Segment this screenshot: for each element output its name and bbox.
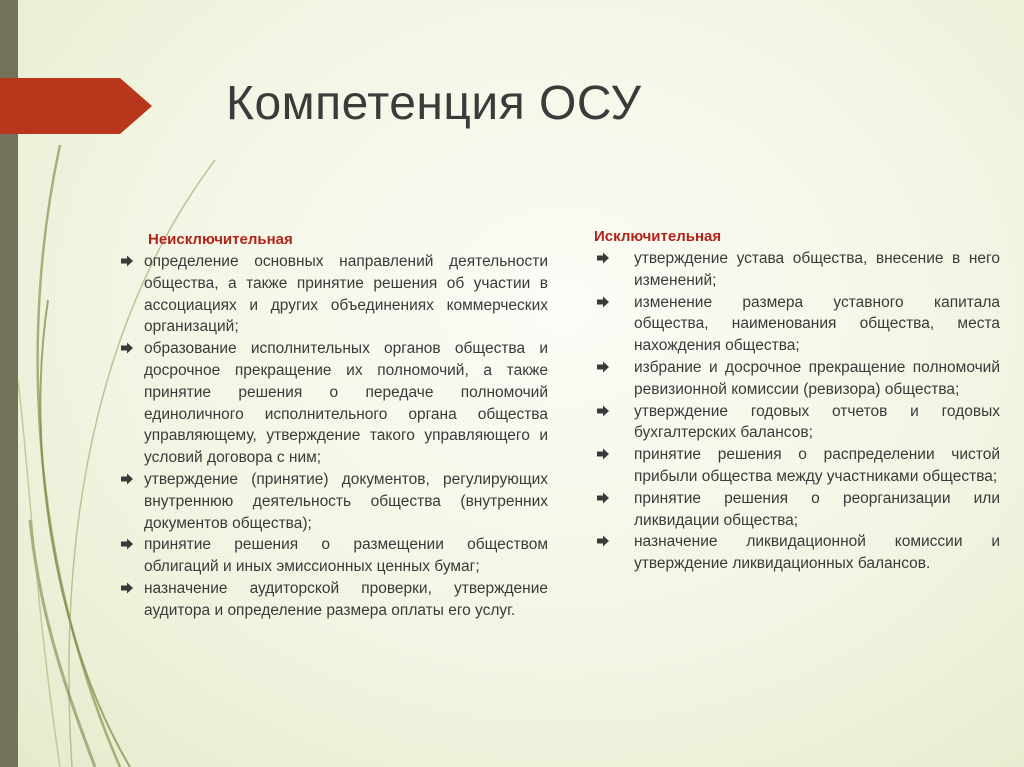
slide-title: Компетенция ОСУ (226, 77, 642, 130)
list-item-text: назначение ликвидационной комиссии и утверждение ликвидационных балансов. (634, 533, 1000, 573)
list-item (594, 488, 1000, 532)
arrow-bullet-icon (120, 254, 134, 268)
list-item (594, 248, 1000, 292)
arrow-bullet-icon (596, 404, 610, 418)
arrow-bullet-icon (596, 251, 610, 265)
arrow-tab-icon (0, 78, 152, 134)
list-item (120, 251, 548, 338)
arrow-bullet-icon (120, 581, 134, 595)
arrow-bullet-icon (120, 341, 134, 355)
list-item-text: принятие решения о распределении чистой прибыли общества между участниками общества; (634, 446, 1000, 485)
arrow-bullet-icon (596, 534, 610, 548)
list-item (594, 401, 1000, 445)
list-item (594, 357, 1000, 401)
arrow-bullet-icon (120, 537, 134, 551)
list-item-text: утверждение годовых отчетов и годовых бухгалтерских балансов; (634, 402, 1000, 442)
list-item (594, 444, 1000, 488)
arrow-bullet-icon (596, 491, 610, 505)
list-item (120, 338, 548, 469)
non-exclusive-heading: Неисключительная (148, 231, 293, 248)
arrow-bullet-icon (596, 360, 610, 374)
list-item-text: образование исполнительных органов общества и досрочное прекращение их полномочий, а также принятие решения о передаче полномочий единоличного исполнительного органа общества управляющему, утверждение такого управляющего и условий договора с ним; (144, 340, 548, 467)
list-item (594, 531, 1000, 575)
arrow-bullet-icon (596, 295, 610, 309)
list-item (120, 469, 548, 534)
list-item (120, 578, 548, 622)
list-item-text: определение основных направлений деятельности общества, а также принятие решения об участии в ассоциациях и других объединениях коммерческих организаций; (144, 253, 548, 336)
list-item-text: назначение аудиторской проверки, утверждение аудитора и определение размера оплаты его услуг. (144, 579, 548, 619)
exclusive-list (594, 248, 1000, 575)
exclusive-column (594, 226, 1000, 575)
arrow-bullet-icon (596, 447, 610, 461)
arrow-bullet-icon (120, 472, 134, 486)
exclusive-heading: Исключительная (594, 228, 722, 245)
list-item-text: утверждение (принятие) документов, регулирующих внутреннюю деятельность общества (внутренних документов общества); (144, 470, 548, 532)
list-item-text: избрание и досрочное прекращение полномочий ревизионной комиссии (ревизора) общества; (634, 358, 1000, 398)
non-exclusive-column (120, 229, 548, 622)
list-item-text: изменение размера уставного капитала общества, наименования общества, места нахождения общества; (634, 293, 1000, 355)
list-item-text: принятие решения о реорганизации или ликвидации общества; (634, 489, 1000, 529)
non-exclusive-list (120, 251, 548, 622)
list-item (120, 534, 548, 578)
list-item (594, 292, 1000, 357)
list-item-text: утверждение устава общества, внесение в него изменений; (634, 250, 1000, 289)
list-item-text: принятие решения о размещении обществом облигаций и иных эмиссионных ценных бумаг; (144, 536, 548, 576)
